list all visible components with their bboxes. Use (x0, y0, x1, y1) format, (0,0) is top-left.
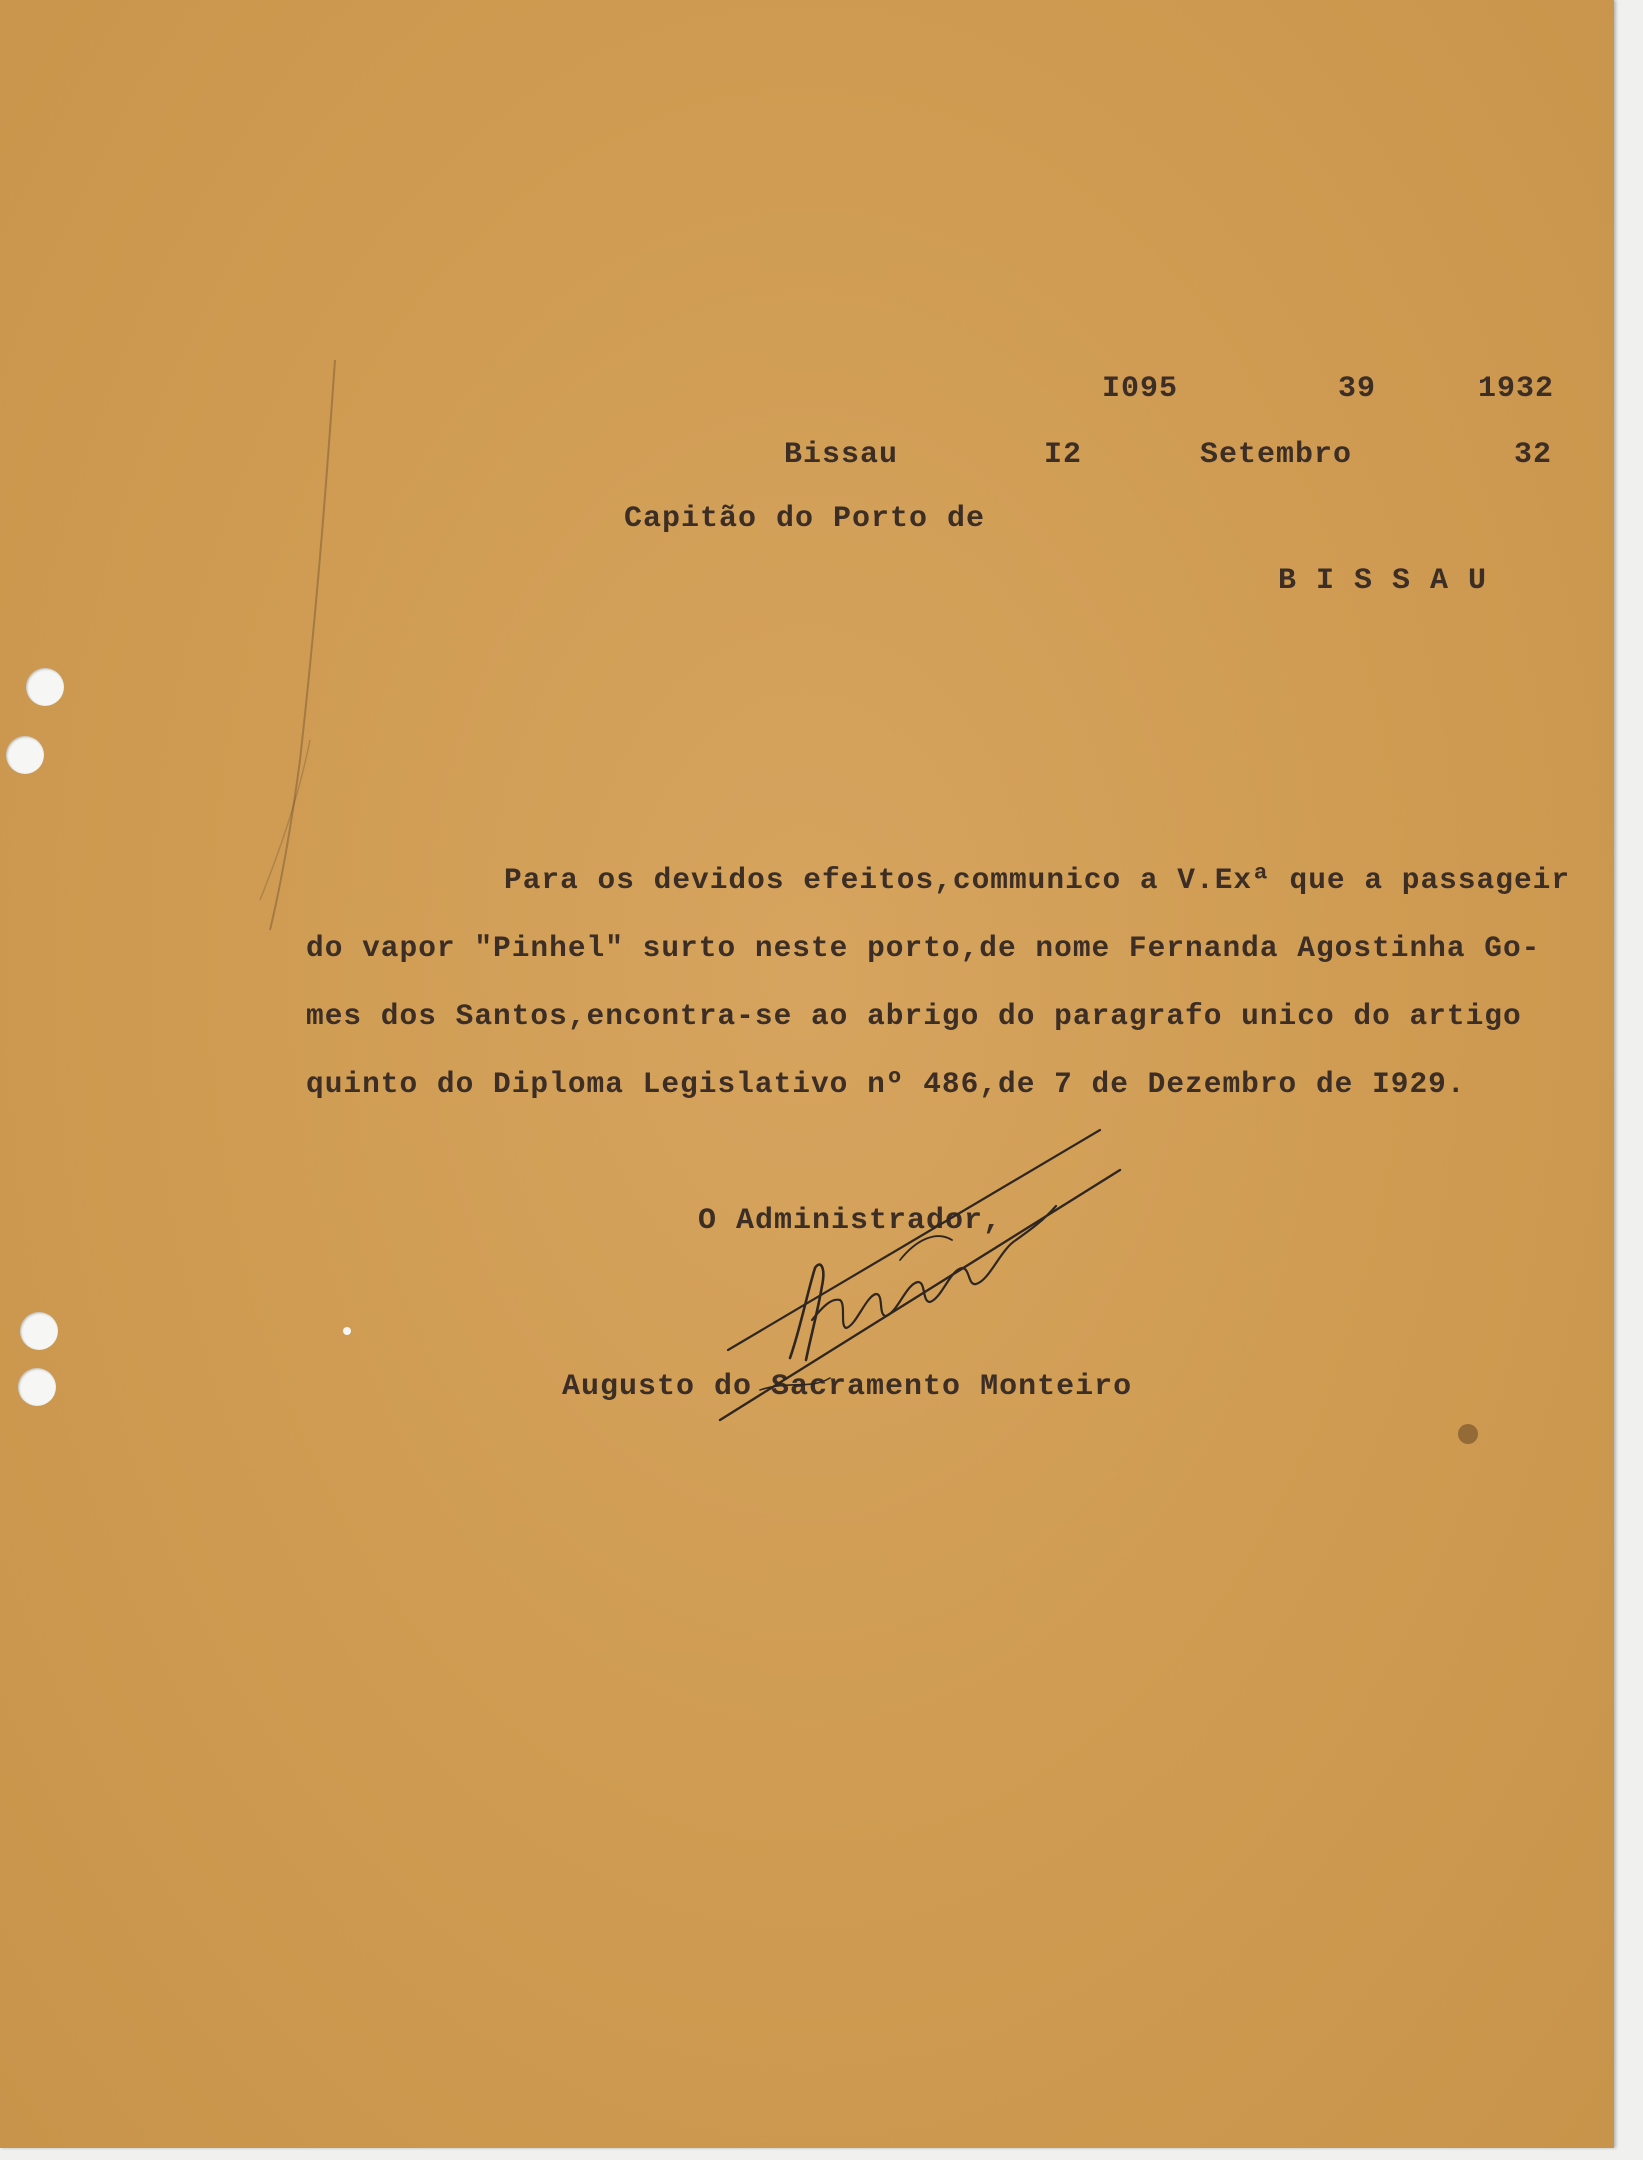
punch-hole-3 (20, 1312, 58, 1350)
addressee-line-1: Capitão do Porto de (624, 502, 986, 536)
month: Setembro (1200, 438, 1353, 472)
signatory-name: Augusto do Sacramento Monteiro (562, 1370, 1133, 1404)
body-line-3: mes dos Santos,encontra-se ao abrigo do paragrafo unico do artigo (306, 999, 1522, 1033)
addressee-line-2: B I S S A U (1278, 564, 1488, 598)
ink-speck (343, 1327, 351, 1335)
pencil-margin-mark (200, 340, 360, 940)
reference-number: I095 (1102, 372, 1179, 406)
place: Bissau (784, 438, 899, 472)
punch-hole-4 (18, 1368, 56, 1406)
body-line-4: quinto do Diploma Legislativo nº 486,de 7 de Dezembro de I929. (306, 1067, 1466, 1101)
day: I2 (1044, 438, 1083, 472)
year-short: 32 (1514, 438, 1553, 472)
closing-title: O Administrador, (698, 1204, 1003, 1238)
reference-series: 39 (1338, 372, 1377, 406)
handwritten-signature (700, 1090, 1160, 1450)
punch-hole-1 (26, 668, 64, 706)
ink-stain (1458, 1424, 1478, 1444)
body-line-1: Para os devidos efeitos,communico a V.Exª que a passageir (504, 863, 1571, 897)
body-line-2: do vapor "Pinhel" surto neste porto,de nome Fernanda Agostinha Go- (306, 931, 1541, 965)
punch-hole-2 (6, 736, 44, 774)
reference-year: 1932 (1478, 372, 1555, 406)
